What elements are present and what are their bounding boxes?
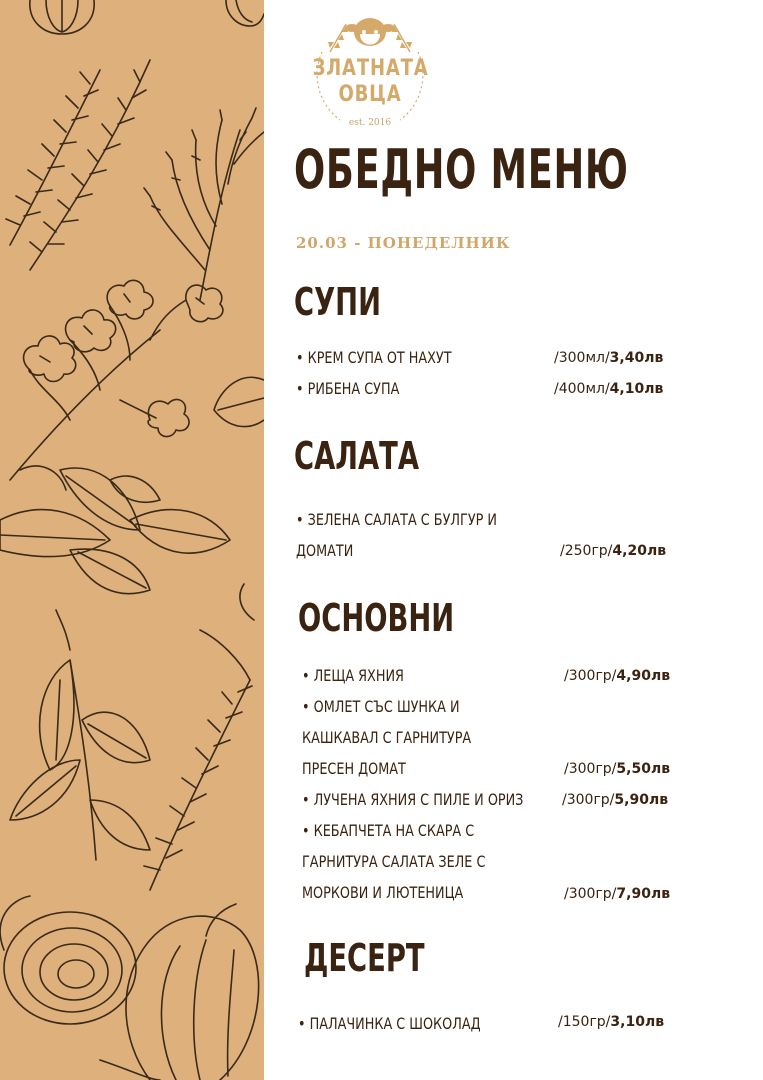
page-title: ОБЕДНО МЕНЮ [294, 138, 629, 201]
section-title-dessert: ДЕСЕРТ [304, 936, 425, 980]
menu-item-name: • ЛУЧЕНА ЯХНИЯ С ПИЛЕ И ОРИЗ [302, 790, 524, 809]
menu-item-price: /300гр/5,50лв [564, 761, 671, 777]
menu-item-name: • КРЕМ СУПА ОТ НАХУТ [296, 348, 452, 367]
logo-name-line1: ЗЛАТНАТА [312, 56, 429, 81]
menu-item-price: /300гр/5,90лв [562, 792, 669, 808]
menu-date: 20.03 - ПОНЕДЕЛНИК [296, 234, 511, 252]
menu-item-price: /150гр/3,10лв [558, 1014, 665, 1030]
herb-illustration [0, 0, 264, 1080]
menu-item-name: • РИБЕНА СУПА [296, 379, 400, 398]
menu-item-name: • КЕБАПЧЕТА НА СКАРА С [302, 821, 475, 840]
menu-item-name: • ЛЕЩА ЯХНИЯ [302, 666, 404, 685]
menu-item-name-continued: КАШКАВАЛ С ГАРНИТУРА [302, 728, 472, 747]
menu-item-name-continued: МОРКОВИ И ЛЮТЕНИЦА [302, 883, 464, 902]
menu-content [264, 0, 763, 1080]
menu-item-name-continued: ПРЕСЕН ДОМАТ [302, 759, 406, 778]
section-title-salad: САЛАТА [294, 434, 419, 478]
herb-illustration-panel [0, 0, 264, 1080]
menu-item-price: /400мл/4,10лв [554, 381, 664, 397]
menu-item-price: /250гр/4,20лв [560, 543, 667, 559]
section-title-soups: СУПИ [294, 280, 381, 324]
menu-item-price: /300гр/7,90лв [564, 886, 671, 902]
logo-name-line2: ОВЦА [338, 82, 402, 107]
menu-item-name: • ЗЕЛЕНА САЛАТА С БУЛГУР И [296, 510, 497, 529]
menu-item-price: /300гр/4,90лв [564, 668, 671, 684]
menu-item-price: /300мл/3,40лв [554, 350, 664, 366]
menu-item-name: • ПАЛАЧИНКА С ШОКОЛАД [298, 1014, 481, 1033]
restaurant-logo [300, 8, 440, 130]
section-title-mains: ОСНОВНИ [298, 596, 455, 640]
logo-established: est. 2016 [348, 118, 392, 128]
menu-item-name-continued: ГАРНИТУРА САЛАТА ЗЕЛЕ С [302, 852, 486, 871]
menu-item-name: • ОМЛЕТ СЪС ШУНКА И [302, 697, 460, 716]
menu-item-name-continued: ДОМАТИ [296, 541, 354, 560]
